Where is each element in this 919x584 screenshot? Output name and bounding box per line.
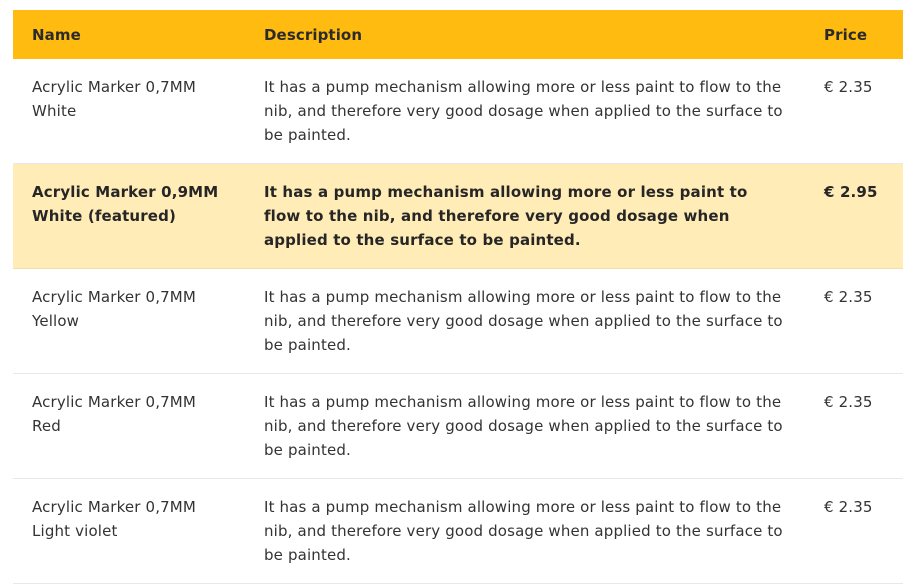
- product-description: It has a pump mechanism allowing more or less paint to flow to the nib, and therefore very good dosage when applied to the surface to be painted.: [243, 59, 803, 164]
- column-header-price: Price: [824, 25, 868, 44]
- header-row: [13, 10, 903, 59]
- product-name: Acrylic Marker 0,7MM White: [13, 59, 243, 164]
- product-table-container: [13, 10, 903, 584]
- table-row-featured: [13, 164, 903, 269]
- table-body: [13, 59, 903, 584]
- column-header-name: Name: [32, 25, 81, 44]
- product-price: € 2.35: [803, 59, 903, 164]
- table-header: [13, 10, 903, 59]
- table-row: [13, 59, 903, 164]
- product-description: It has a pump mechanism allowing more or less paint to flow to the nib, and therefore very good dosage when applied to the surface to be painted.: [243, 164, 803, 269]
- product-price: € 2.35: [803, 269, 903, 374]
- product-table: [13, 10, 903, 584]
- product-price: € 2.35: [803, 479, 903, 584]
- table-row: [13, 479, 903, 584]
- table-row: [13, 374, 903, 479]
- product-name: Acrylic Marker 0,7MM Light violet: [13, 479, 243, 584]
- product-description: It has a pump mechanism allowing more or less paint to flow to the nib, and therefore very good dosage when applied to the surface to be painted.: [243, 479, 803, 584]
- product-description: It has a pump mechanism allowing more or less paint to flow to the nib, and therefore very good dosage when applied to the surface to be painted.: [243, 269, 803, 374]
- product-description: It has a pump mechanism allowing more or less paint to flow to the nib, and therefore very good dosage when applied to the surface to be painted.: [243, 374, 803, 479]
- column-header-description: Description: [264, 25, 363, 44]
- product-price: € 2.35: [803, 374, 903, 479]
- product-name: Acrylic Marker 0,9MM White (featured): [13, 164, 243, 269]
- product-name: Acrylic Marker 0,7MM Yellow: [13, 269, 243, 374]
- table-row: [13, 269, 903, 374]
- product-price: € 2.95: [803, 164, 903, 269]
- product-name: Acrylic Marker 0,7MM Red: [13, 374, 243, 479]
